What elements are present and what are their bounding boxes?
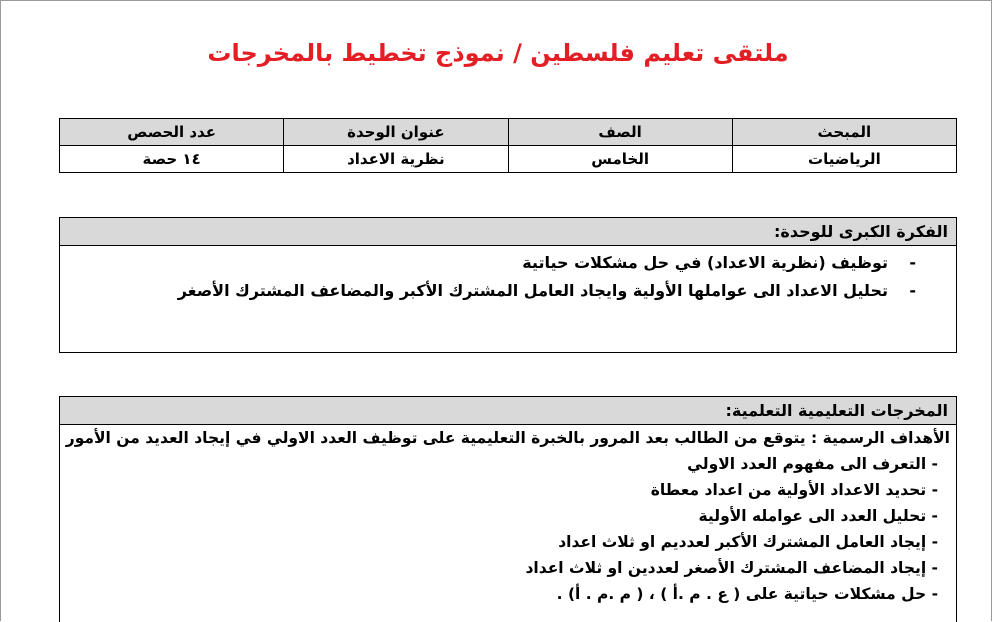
bullet-dash: -: [909, 281, 916, 300]
list-item: - حل مشكلات حياتية على ( ع . م .أ ) ، ( م .م . أ) .: [556, 585, 938, 603]
list-item: - تحديد الاعداد الأولية من اعداد معطاة: [650, 481, 938, 499]
big-idea-list: [60, 249, 956, 305]
outcomes-heading: المخرجات التعليمية التعلمية:: [60, 397, 956, 425]
value-subject: الرياضيات: [732, 146, 956, 173]
big-idea-section: [59, 217, 957, 353]
header-unit-title: عنوان الوحدة: [284, 119, 508, 146]
value-unit-title: نظرية الاعداد: [284, 146, 508, 173]
list-item: [60, 249, 956, 277]
list-item: - تحليل العدد الى عوامله الأولية: [698, 507, 938, 525]
header-sessions: عدد الحصص: [60, 119, 284, 146]
header-grade: الصف: [508, 119, 732, 146]
table-header-row: [60, 119, 957, 146]
table-row: [60, 146, 957, 173]
page-title: ملتقى تعليم فلسطين / نموذج تخطيط بالمخرجات: [207, 39, 789, 67]
header-subject: المبحث: [732, 119, 956, 146]
bullet-dash: -: [909, 253, 916, 272]
list-item: - إيجاد العامل المشترك الأكبر لعدديم او ثلاث اعداد: [558, 533, 938, 551]
unit-info-table: [59, 118, 957, 173]
list-item: - التعرف الى مفهوم العدد الاولي: [687, 455, 938, 473]
outcomes-intro: الأهداف الرسمية : يتوقع من الطالب بعد المرور بالخبرة التعليمية على توظيف العدد الاولي في إيجاد العديد من الأمور: [65, 429, 950, 447]
big-idea-heading: الفكرة الكبرى للوحدة:: [60, 218, 956, 246]
value-sessions: ١٤ حصة: [60, 146, 284, 173]
outcomes-section: [59, 396, 957, 622]
list-item: - إيجاد المضاعف المشترك الأصغر لعددين او ثلاث اعداد: [525, 559, 938, 577]
big-idea-text: توظيف (نظرية الاعداد) في حل مشكلات حياتية: [522, 253, 888, 272]
list-item: [60, 277, 956, 305]
big-idea-text: تحليل الاعداد الى عواملها الأولية وايجاد العامل المشترك الأكبر والمضاعف المشترك الأصغر: [177, 281, 888, 300]
value-grade: الخامس: [508, 146, 732, 173]
